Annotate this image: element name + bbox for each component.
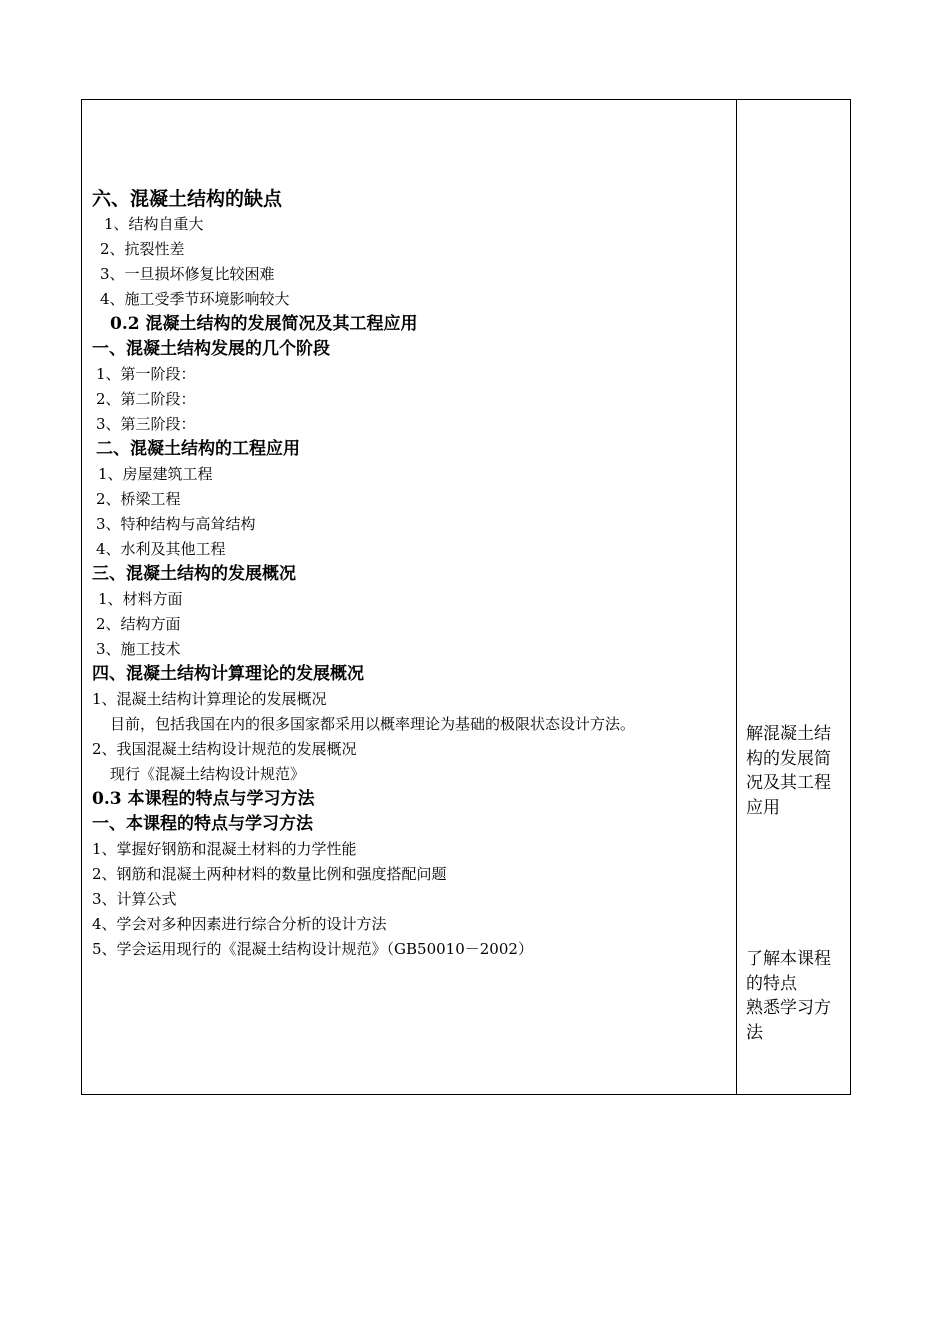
text-line: 4、施工受季节环境影响较大 bbox=[100, 290, 290, 308]
text-line: 2、第二阶段： bbox=[96, 390, 196, 408]
text-line: 3、施工技术 bbox=[96, 640, 181, 658]
column-divider bbox=[736, 100, 737, 1094]
text-line: 目前，包括我国在内的很多国家都采用以概率理论为基础的极限状态设计方法。 bbox=[110, 715, 636, 733]
section-heading: 二、混凝土结构的工程应用 bbox=[96, 439, 300, 459]
text-line: 1、混凝土结构计算理论的发展概况 bbox=[92, 690, 327, 708]
text-line: 1、材料方面 bbox=[98, 590, 183, 608]
text-line: 3、特种结构与高耸结构 bbox=[96, 515, 256, 533]
text-line: 3、第三阶段： bbox=[96, 415, 196, 433]
text-line: 4、学会对多种因素进行综合分析的设计方法 bbox=[92, 915, 387, 933]
text-line: 2、我国混凝土结构设计规范的发展概况 bbox=[92, 740, 357, 758]
lesson-table bbox=[81, 99, 851, 1095]
objective-line: 了解本课程 bbox=[746, 949, 831, 969]
objective-line: 解混凝土结 bbox=[746, 724, 831, 744]
objective-line: 法 bbox=[746, 1022, 763, 1043]
text-line: 2、桥梁工程 bbox=[96, 490, 181, 508]
text-line: 2、抗裂性差 bbox=[100, 240, 185, 258]
text-line: 2、结构方面 bbox=[96, 615, 181, 633]
section-heading: 0.2 混凝土结构的发展简况及其工程应用 bbox=[110, 314, 418, 334]
objective-note-2 bbox=[746, 947, 848, 1045]
objective-line: 况及其工程 bbox=[746, 773, 831, 793]
text-line: 3、一旦损坏修复比较困难 bbox=[100, 265, 275, 283]
text-line: 现行《混凝土结构设计规范》 bbox=[110, 765, 306, 783]
objective-note-1 bbox=[746, 722, 848, 820]
text-line: 5、学会运用现行的《混凝土结构设计规范》（GB50010－2002） bbox=[92, 940, 533, 958]
objective-line: 应用 bbox=[746, 797, 780, 818]
objective-line: 的特点 bbox=[746, 973, 797, 994]
text-line: 1、结构自重大 bbox=[104, 215, 204, 233]
text-line: 2、钢筋和混凝土两种材料的数量比例和强度搭配问题 bbox=[92, 865, 447, 883]
section-heading: 0.3 本课程的特点与学习方法 bbox=[92, 789, 315, 809]
text-line: 1、掌握好钢筋和混凝土材料的力学性能 bbox=[92, 840, 357, 858]
objective-line: 熟悉学习方 bbox=[746, 998, 831, 1018]
section-heading: 六、混凝土结构的缺点 bbox=[92, 188, 283, 210]
objective-line: 构的发展简 bbox=[746, 748, 831, 769]
content-column bbox=[90, 186, 730, 962]
section-heading: 三、混凝土结构的发展概况 bbox=[92, 564, 296, 584]
text-line: 3、计算公式 bbox=[92, 890, 177, 908]
text-line: 1、房屋建筑工程 bbox=[98, 465, 213, 483]
text-line: 4、水利及其他工程 bbox=[96, 540, 226, 558]
section-heading: 一、混凝土结构发展的几个阶段 bbox=[92, 339, 330, 359]
text-line: 1、第一阶段： bbox=[96, 365, 196, 383]
section-heading: 一、本课程的特点与学习方法 bbox=[92, 814, 313, 834]
section-heading: 四、混凝土结构计算理论的发展概况 bbox=[92, 664, 364, 684]
